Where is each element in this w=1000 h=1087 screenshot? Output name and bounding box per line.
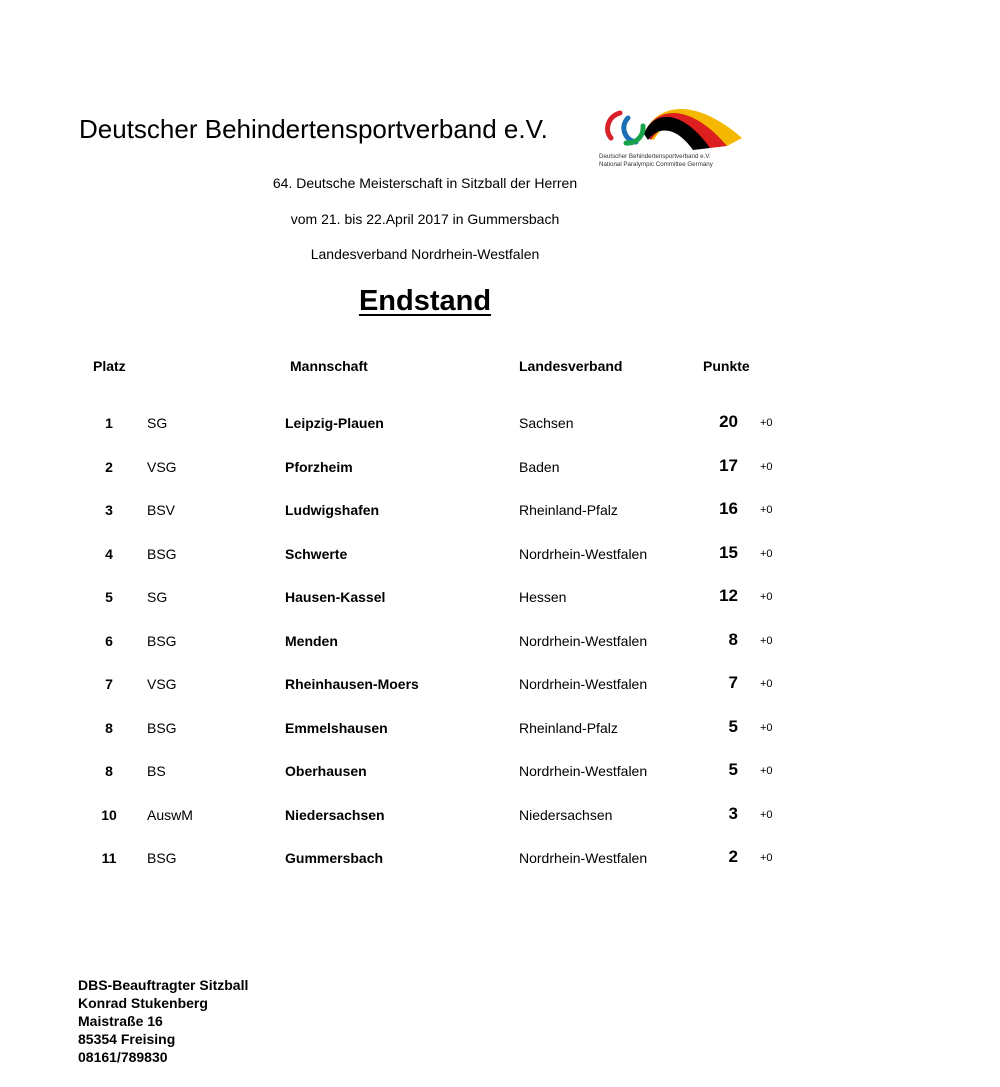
table-row xyxy=(0,585,1000,609)
points-diff-cell: +0 xyxy=(760,461,773,473)
points-cell: 12 xyxy=(719,586,738,605)
points-diff-cell: +0 xyxy=(760,504,773,516)
points-cell: 3 xyxy=(728,804,738,823)
team-cell: Gummersbach xyxy=(285,850,384,866)
table-row xyxy=(0,542,1000,566)
association-cell: Nordrhein-Westfalen xyxy=(519,763,648,779)
place-cell: 8 xyxy=(105,720,113,736)
contact-street: Maistraße 16 xyxy=(78,1013,163,1029)
contact-block xyxy=(78,976,248,1066)
club-type-cell: BSG xyxy=(147,546,177,562)
column-header-association: Landesverband xyxy=(519,358,623,374)
association-cell: Baden xyxy=(519,459,560,475)
points-diff-cell: +0 xyxy=(760,722,773,734)
place-cell: 3 xyxy=(105,502,113,518)
table-row xyxy=(0,716,1000,740)
table-row xyxy=(0,803,1000,827)
team-cell: Ludwigshafen xyxy=(285,502,380,518)
table-row xyxy=(0,629,1000,653)
contact-role: DBS-Beauftragter Sitzball xyxy=(78,977,249,993)
paralympic-flag-logo-icon xyxy=(596,96,748,156)
place-cell: 1 xyxy=(105,415,113,431)
team-cell: Rheinhausen-Moers xyxy=(285,676,419,692)
team-cell: Hausen-Kassel xyxy=(285,589,386,605)
points-diff-cell: +0 xyxy=(760,809,773,821)
points-cell: 17 xyxy=(719,456,738,475)
club-type-cell: BSG xyxy=(147,720,177,736)
association-cell: Niedersachsen xyxy=(519,807,613,823)
contact-city: 85354 Freising xyxy=(78,1031,176,1047)
association-cell: Nordrhein-Westfalen xyxy=(519,546,648,562)
team-cell: Oberhausen xyxy=(285,763,367,779)
table-row xyxy=(0,672,1000,696)
contact-phone: 08161/789830 xyxy=(78,1049,168,1065)
points-diff-cell: +0 xyxy=(760,678,773,690)
team-cell: Emmelshausen xyxy=(285,720,388,736)
place-cell: 7 xyxy=(105,676,113,692)
event-dates: vom 21. bis 22.April 2017 in Gummersbach xyxy=(290,211,560,227)
club-type-cell: VSG xyxy=(147,459,177,475)
points-cell: 5 xyxy=(728,760,738,779)
team-cell: Pforzheim xyxy=(285,459,353,475)
club-type-cell: BSG xyxy=(147,850,177,866)
team-cell: Niedersachsen xyxy=(285,807,385,823)
club-type-cell: AuswM xyxy=(147,807,193,823)
points-cell: 16 xyxy=(719,499,738,518)
place-cell: 8 xyxy=(105,763,113,779)
table-row xyxy=(0,759,1000,783)
dbs-logo xyxy=(596,96,748,176)
table-row xyxy=(0,455,1000,479)
place-cell: 11 xyxy=(101,850,117,866)
club-type-cell: SG xyxy=(147,415,168,431)
points-diff-cell: +0 xyxy=(760,852,773,864)
place-cell: 5 xyxy=(105,589,113,605)
points-cell: 8 xyxy=(728,630,738,649)
championship-title: 64. Deutsche Meisterschaft in Sitzball der Herren xyxy=(272,175,578,191)
table-row xyxy=(0,846,1000,870)
place-cell: 2 xyxy=(105,459,113,475)
points-diff-cell: +0 xyxy=(760,765,773,777)
points-cell: 2 xyxy=(728,847,738,866)
association-cell: Nordrhein-Westfalen xyxy=(519,676,648,692)
points-diff-cell: +0 xyxy=(760,635,773,647)
points-cell: 20 xyxy=(719,412,738,431)
column-header-team: Mannschaft xyxy=(290,358,368,374)
club-type-cell: VSG xyxy=(147,676,177,692)
team-cell: Menden xyxy=(285,633,338,649)
team-cell: Leipzig-Plauen xyxy=(285,415,384,431)
logo-text-line2: National Paralympic Committee Germany xyxy=(599,161,713,168)
association-cell: Rheinland-Pfalz xyxy=(519,720,618,736)
place-cell: 4 xyxy=(105,546,113,562)
points-cell: 7 xyxy=(728,673,738,692)
team-cell: Schwerte xyxy=(285,546,348,562)
points-diff-cell: +0 xyxy=(760,548,773,560)
points-cell: 15 xyxy=(719,543,738,562)
place-cell: 6 xyxy=(105,633,113,649)
host-association: Landesverband Nordrhein-Westfalen xyxy=(310,246,540,262)
page-title: Endstand xyxy=(358,285,492,317)
club-type-cell: BSV xyxy=(147,502,176,518)
association-cell: Rheinland-Pfalz xyxy=(519,502,618,518)
club-type-cell: BS xyxy=(147,763,166,779)
column-header-points: Punkte xyxy=(703,358,750,374)
association-cell: Hessen xyxy=(519,589,567,605)
logo-text-line1: Deutscher Behindertensportverband e.V. xyxy=(599,153,711,160)
club-type-cell: SG xyxy=(147,589,168,605)
column-header-place: Platz xyxy=(93,358,126,374)
table-row xyxy=(0,411,1000,435)
points-diff-cell: +0 xyxy=(760,417,773,429)
place-cell: 10 xyxy=(101,807,117,823)
association-cell: Sachsen xyxy=(519,415,574,431)
table-row xyxy=(0,498,1000,522)
club-type-cell: BSG xyxy=(147,633,177,649)
association-cell: Nordrhein-Westfalen xyxy=(519,850,648,866)
organization-title: Deutscher Behindertensportverband e.V. xyxy=(79,114,548,144)
points-cell: 5 xyxy=(728,717,738,736)
contact-name: Konrad Stukenberg xyxy=(78,995,208,1011)
points-diff-cell: +0 xyxy=(760,591,773,603)
association-cell: Nordrhein-Westfalen xyxy=(519,633,648,649)
